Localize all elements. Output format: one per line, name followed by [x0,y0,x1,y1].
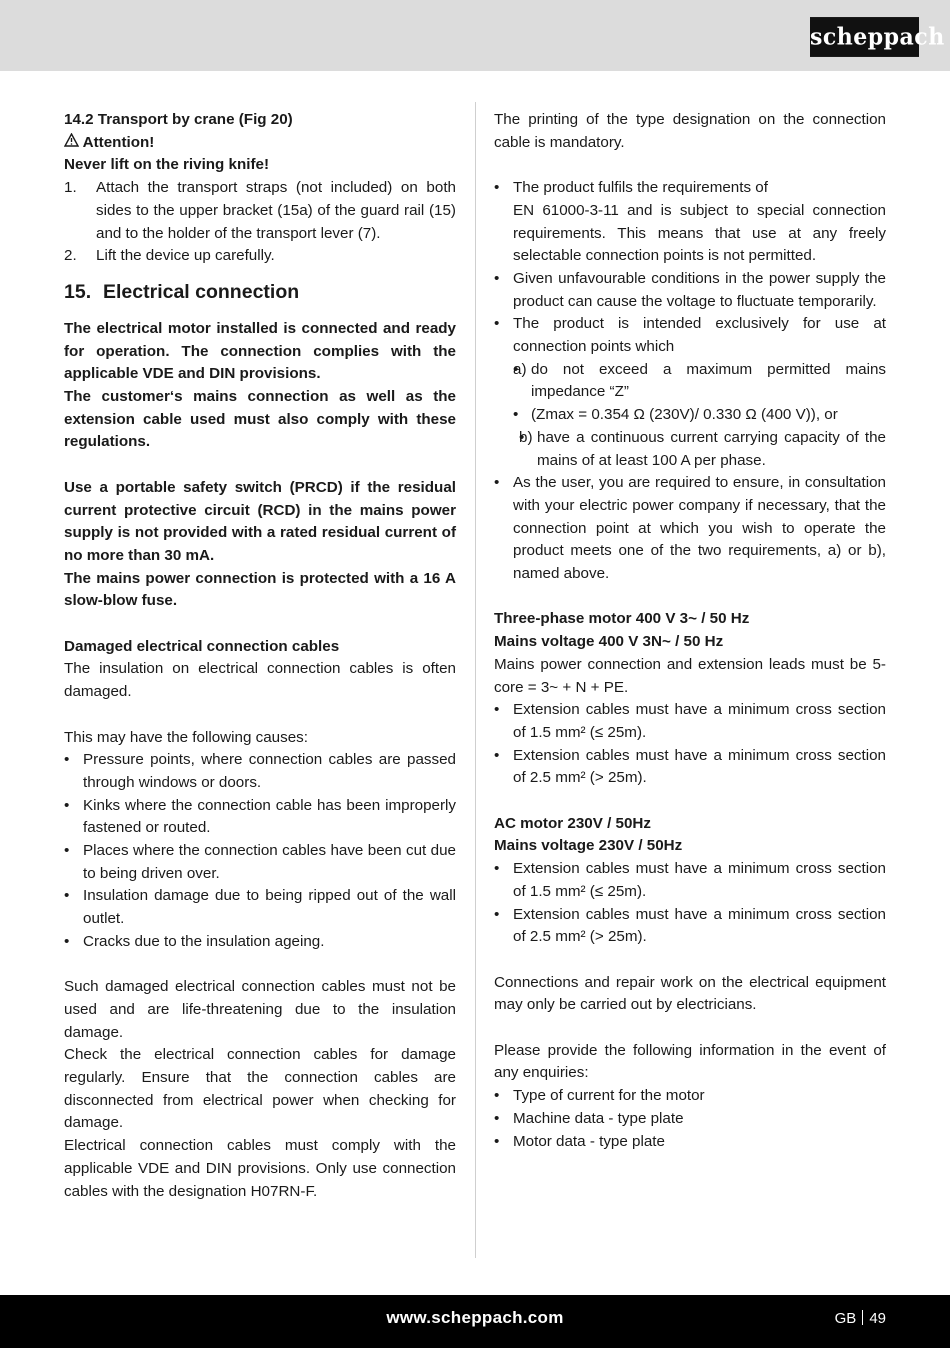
section-14-2-title: 14.2 Transport by crane (Fig 20) [64,111,293,128]
list-item: • a) do not exceed a maximum permitted mains impedance “Z” [513,359,886,404]
list-item: • Extension cables must have a minimum cross section of 2.5 mm² (> 25m). [494,745,886,790]
damaged-cables-text: The insulation on electrical connection cables is often damaged. [64,660,456,701]
transport-steps [64,177,456,268]
motor-connected-paragraph: The electrical motor installed is connected and ready for operation. The connection complies with the applicable VDE and DIN provisions. [64,319,456,383]
check-cables-paragraph: Check the electrical connection cables for damage regularly. Ensure that the connection cables are disconnected from electrical power when checking for damage. [64,1046,456,1132]
zmax-values: • (Zmax = 0.354 Ω (230V)/ 0.330 Ω (400 V)), or [513,404,886,427]
enquiries-list [494,1085,886,1153]
attention-line [64,132,456,155]
list-item: • The product fulfils the requirements of EN 61000-3-11 and is subject to special connection requirements. This means that use at any freely selectable connection points is not permitted. [494,177,886,268]
enquiries-paragraph: Please provide the following information in the event of any enquiries: [494,1041,886,1082]
list-item: 1. Attach the transport straps (not included) on both sides to the upper bracket (15a) of the guard rail (15) and to the holder of the transport lever (7). [64,179,456,242]
damaged-cables-heading: Damaged electrical connection cables [64,637,340,655]
list-item: • Motor data - type plate [494,1131,886,1154]
column-divider [475,102,476,1258]
customer-connection-paragraph: The customer‘s mains connection as well as the extension cable used must also comply with these regulations. [64,388,456,451]
cable-designation-paragraph: Electrical connection cables must comply with the applicable VDE and DIN provisions. Only use connection cables with the designation H07RN-F. [64,1137,456,1200]
fuse-paragraph: The mains power connection is protected with a 16 A slow-blow fuse. [64,569,456,610]
list-item: • Insulation damage due to being ripped out of the wall outlet. [64,885,456,930]
page-number [835,1310,886,1327]
three-phase-list [494,699,886,790]
prcd-paragraph: Use a portable safety switch (PRCD) if the residual current protective circuit (RCD) in the mains power supply is not provided with a rated residual current of no more than 30 mA. [64,478,456,564]
list-item: • Extension cables must have a minimum cross section of 2.5 mm² (> 25m). [494,904,886,949]
list-item: • Places where the connection cables have been cut due to being driven over. [64,840,456,885]
list-item: • Pressure points, where connection cables are passed through windows or doors. [64,749,456,794]
ac-list [494,858,886,949]
ac-motor-heading: AC motor 230V / 50Hz [494,814,651,832]
damaged-warning-paragraph: Such damaged electrical connection cables must not be used and are life-threatening due to the insulation damage. [64,978,456,1041]
connection-point-conditions [513,359,886,473]
page-number-value: 49 [869,1310,886,1327]
electricians-paragraph: Connections and repair work on the electrical equipment may only be carried out by electricians. [494,973,886,1014]
type-designation-paragraph: The printing of the type designation on the connection cable is mandatory. [494,111,886,151]
section-15-heading: 15. Electrical connection [64,280,300,303]
left-column [64,109,456,1203]
list-item: • Kinks where the connection cable has been improperly fastened or routed. [64,795,456,840]
list-item: • b) have a continuous current carrying capacity of the mains of at least 100 A per phase. [519,427,886,472]
list-item: • Extension cables must have a minimum cross section of 1.5 mm² (≤ 25m). [494,699,886,744]
causes-intro: This may have the following causes: [64,728,308,746]
website-link[interactable]: www.scheppach.com [386,1308,564,1327]
warning-icon [64,133,79,147]
header-band [0,0,950,71]
list-item: • Machine data - type plate [494,1108,886,1131]
never-lift-warning: Never lift on the riving knife! [64,156,270,174]
ac-mains-heading: Mains voltage 230V / 50Hz [494,837,683,855]
attention-label: Attention! [82,133,155,151]
language-code: GB [834,1310,857,1327]
list-item: • The product is intended exclusively for use at connection points which • a) do not exceed a maximum permitted mains impedance “Z” • (Zmax = 0.354 Ω (230V)/ 0.330 Ω (400 V)), or • b) have a continuous current carrying capacity of the mains of at least 100 A per phase. [494,313,886,472]
list-item: • Cracks due to the insulation ageing. [64,931,456,954]
list-item: • Type of current for the motor [494,1085,886,1108]
list-item: 2. Lift the device up carefully. [64,247,275,265]
scheppach-logo: scheppach [810,17,919,57]
list-item: • As the user, you are required to ensure, in consultation with your electric power company if necessary, that the connection point at which you wish to operate the product meets one of the two requirements, a) or b), named above. [494,472,886,586]
right-column [494,109,886,1153]
three-phase-heading: Three-phase motor 400 V 3~ / 50 Hz [494,610,750,628]
causes-list [64,749,456,953]
three-phase-mains-heading: Mains voltage 400 V 3N~ / 50 Hz [494,633,724,651]
list-item: • Extension cables must have a minimum cross section of 1.5 mm² (≤ 25m). [494,858,886,903]
footer-bar [0,1295,950,1348]
three-phase-text: Mains power connection and extension leads must be 5-core = 3~ + N + PE. [494,655,886,696]
list-item: • Given unfavourable conditions in the power supply the product can cause the voltage to fluctuate temporarily. [494,268,886,313]
requirements-list [494,177,886,586]
